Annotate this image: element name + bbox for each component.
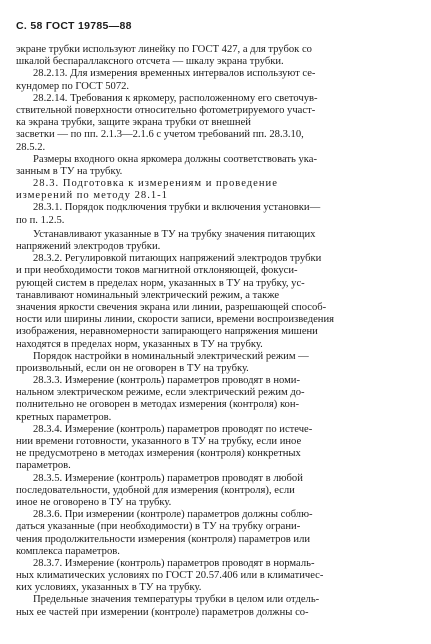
text-line: ких условиях, указанных в ТУ на трубку. <box>16 582 202 594</box>
text-line: засветки — по пп. 2.1.3—2.1.6 с учетом требований пп. 28.3.10, <box>16 129 304 141</box>
text-line: ных климатических условиях по ГОСТ 20.57.406 или в климатичес- <box>16 570 324 582</box>
text-line: последовательности, удобной для измерения (контроля), если <box>16 484 295 496</box>
text-line: кундомер по ГОСТ 5072. <box>16 80 130 92</box>
text-line: полнительно не оговорен в методах измерения (контроля) кон- <box>16 399 300 411</box>
text-line: 28.3.4. Измерение (контроль) параметров проводят по истече- <box>33 423 313 435</box>
text-line: нии времени готовности, указанного в ТУ на трубку, если иное <box>16 436 302 447</box>
text-line: произвольный, если он не оговорен в ТУ на трубку. <box>16 362 249 374</box>
text-line: напряжений электродов трубки. <box>16 241 161 252</box>
text-line: комплекса параметров. <box>16 545 120 557</box>
text-line: 28.3.1. Порядок подключения трубки и включения установки— <box>33 202 321 214</box>
body-text <box>16 44 416 619</box>
text-line: 28.3.6. При измерении (контроле) параметров должны соблю- <box>33 509 313 521</box>
text-line: рующей систем в пределах норм, указанных в ТУ на трубку, ус- <box>16 277 305 289</box>
text-line: не предусмотрено в методах измерения (контроля) конкретных <box>16 448 301 460</box>
text-line: 28.3.3. Измерение (контроль) параметров проводят в номи- <box>33 375 300 387</box>
text-line: даться указанные (при необходимости) в ТУ на трубку ограни- <box>16 521 301 533</box>
section-heading: измерений по методу 28.1-1 <box>16 190 168 202</box>
text-line: 28.3.2. Регулировкой питающих напряжений электродов трубки <box>33 253 322 265</box>
text-line: кретных параметров. <box>16 411 112 423</box>
text-line: чения продолжительности измерения (контроля) параметров или <box>16 533 311 545</box>
text-line: 28.3.7. Измерение (контроль) параметров проводят в нормаль- <box>33 557 315 569</box>
text-line: 28.2.13. Для измерения временных интервалов используют се- <box>33 68 316 80</box>
text-line: 28.2.14. Требования к яркомеру, расположенному его светочув- <box>33 92 318 104</box>
text-line: ных ее частей при измерении (контроле) параметров должны со- <box>16 606 309 618</box>
text-line: и при необходимости токов магнитной отклоняющей, фокуси- <box>16 265 298 277</box>
text-line: Устанавливают указанные в ТУ на трубку значения питающих <box>33 228 316 240</box>
section-heading: 28.3. Подготовка к измерениям и проведение <box>33 178 278 190</box>
text-line: шкалой беспараллаксного отсчета — шкалу экрана трубки. <box>16 56 284 68</box>
text-line: 28.3.5. Измерение (контроль) параметров проводят в любой <box>33 472 303 484</box>
text-line: по п. 1.2.5. <box>16 214 65 226</box>
text-line: ности или ширины линии, скорости записи, времени воспроизведения <box>16 314 335 326</box>
text-line: занным в ТУ на трубку. <box>16 165 123 177</box>
text-line: нальном электрическом режиме, если электрический режим до- <box>16 387 305 399</box>
text-line: изображения, неравномерности запирающего напряжения мишени <box>16 326 318 338</box>
text-line: ка экрана трубки, защите экрана трубки от внешней <box>16 117 251 129</box>
text-line: экране трубки используют линейку по ГОСТ 427, а для трубок со <box>16 44 312 55</box>
text-line: параметров. <box>16 460 71 472</box>
text-line: 28.5.2. <box>16 141 46 153</box>
text-line: ствительной поверхности относительно фотометрируемого участ- <box>16 104 316 116</box>
text-line: Размеры входного окна яркомера должны соответствовать ука- <box>33 153 318 165</box>
text-line: иное не оговорено в ТУ на трубку. <box>16 496 172 508</box>
text-line: Предельные значения температуры трубки в целом или отдель- <box>33 594 320 606</box>
text-line: находятся в пределах норм, указанных в ТУ на трубку. <box>16 338 263 350</box>
text-line: Порядок настройки в номинальный электрический режим — <box>33 350 309 362</box>
page-header: С. 58 ГОСТ 19785—88 <box>16 20 132 32</box>
text-line: танавливают номинальный электрический режим, а также <box>16 289 280 301</box>
text-line: значения яркости свечения экрана или линии, разрешающей способ- <box>16 301 327 313</box>
